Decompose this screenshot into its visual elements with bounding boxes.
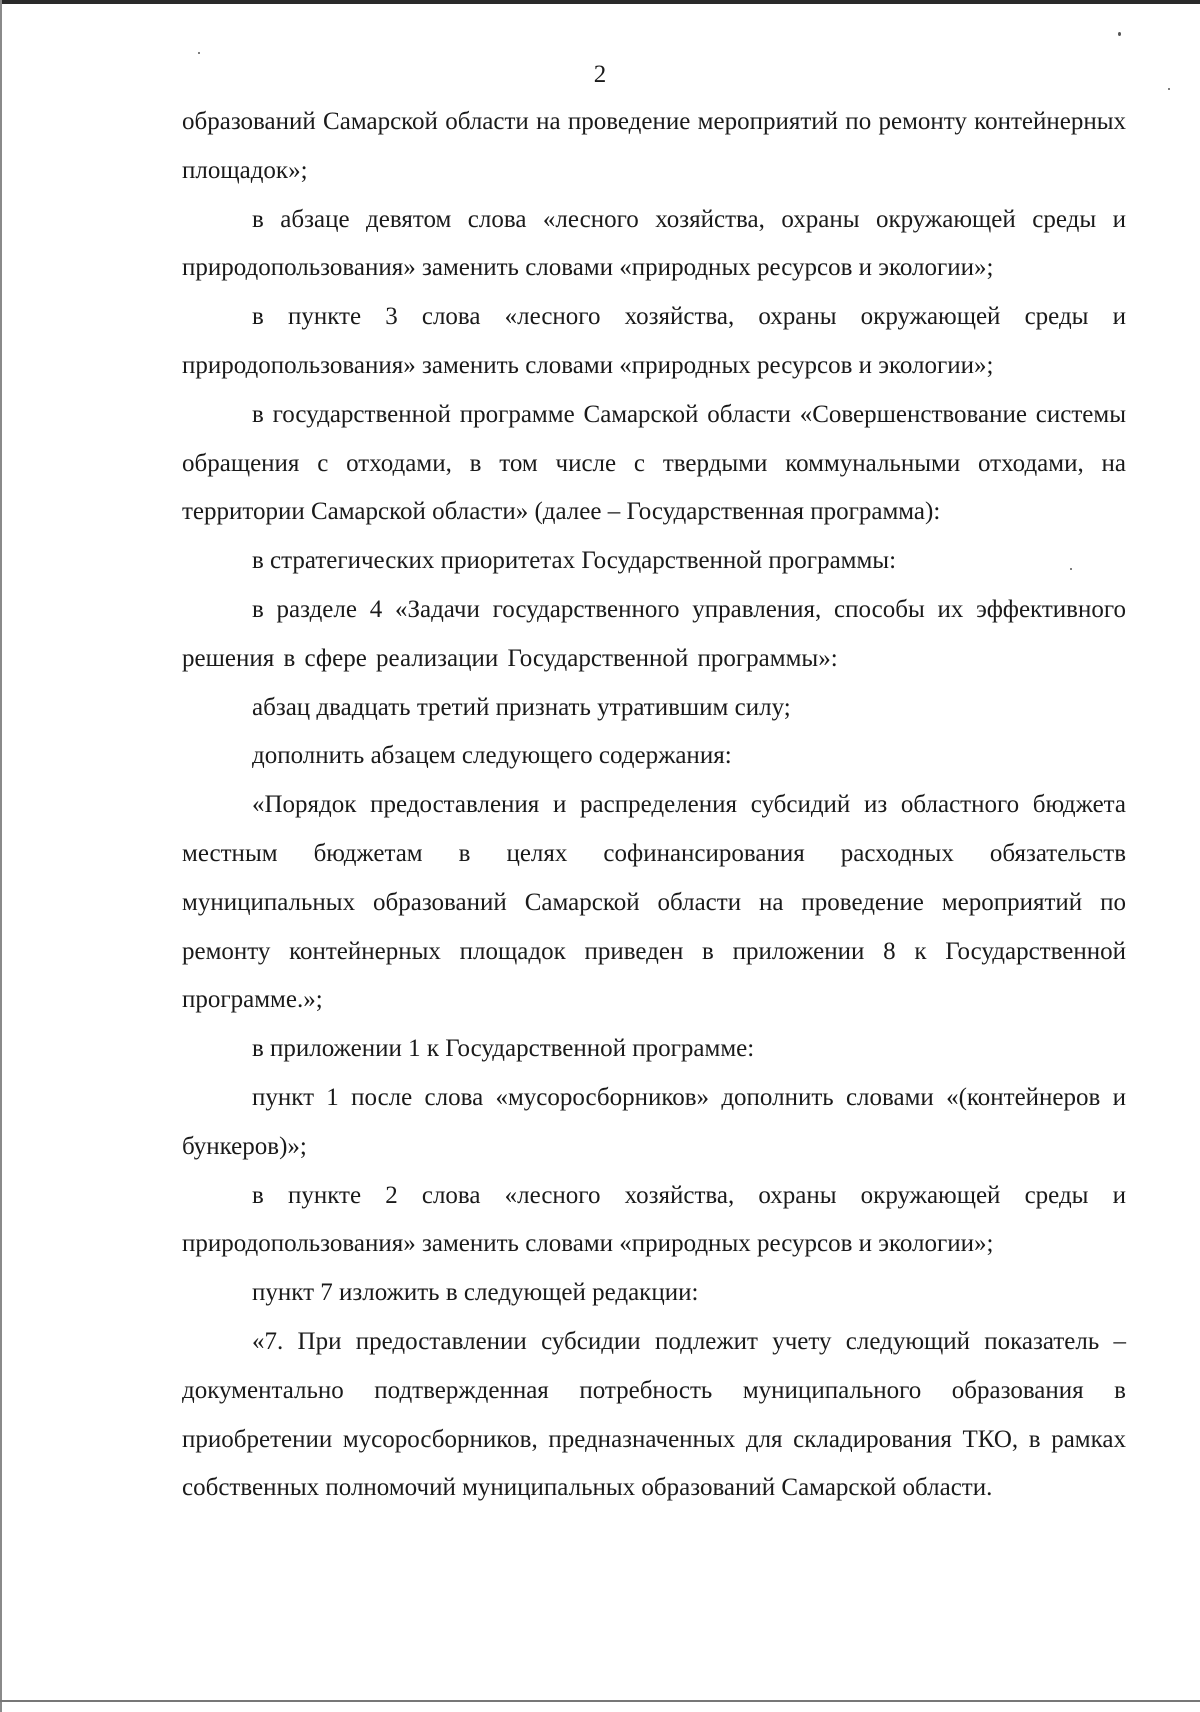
- paragraph: абзац двадцать третий признать утратившим силу;: [252, 693, 791, 721]
- scan-speck: [198, 52, 200, 54]
- paragraph: в абзаце девятом слова «лесного хозяйства, охраны окружающей среды и природопользования» заменить словами «природных ресурсов и экологии»;: [182, 205, 1126, 282]
- paragraph: «7. При предоставлении субсидии подлежит учету следующий показатель – документально подтвержденная потребность муниципального образования в приобретении мусоросборников, предназначенных для складирования ТКО, в рамках собственных полномочий муниципальных образований Самарской области.: [182, 1327, 1126, 1502]
- scan-left-edge: [0, 0, 2, 1712]
- paragraph: «Порядок предоставления и распределения субсидий из областного бюджета местным бюджетам в целях софинансирования расходных обязательств муниципальных образований Самарской области на проведение мероприятий по ремонту контейнерных площадок приведен в приложении 8 к Государственной программе.»;: [182, 791, 1126, 1014]
- paragraph: дополнить абзацем следующего содержания:: [252, 742, 732, 770]
- paragraph: в государственной программе Самарской области «Совершенствование системы обращения с отходами, в том числе с твердыми коммунальными отходами, на территории Самарской области» (далее – Государственная программа):: [182, 400, 1126, 526]
- paragraph: пункт 7 изложить в следующей редакции:: [252, 1279, 699, 1307]
- paragraph: образований Самарской области на проведение мероприятий по ремонту контейнерных площадок»;: [182, 108, 1126, 184]
- scan-speck: [1118, 32, 1121, 36]
- scan-bottom-edge: [0, 1700, 1200, 1702]
- paragraph: в приложении 1 к Государственной программе:: [252, 1035, 755, 1063]
- paragraph: пункт 1 после слова «мусоросборников» дополнить словами «(контейнеров и бункеров)»;: [182, 1083, 1126, 1160]
- paragraph: в разделе 4 «Задачи государственного управления, способы их эффективного решения в сфере реализации Государственной программы»:: [182, 595, 1126, 672]
- paragraph: в пункте 2 слова «лесного хозяйства, охраны окружающей среды и природопользования» заменить словами «природных ресурсов и экологии»;: [182, 1181, 1126, 1258]
- page-number: 2: [593, 61, 607, 88]
- paragraph: в стратегических приоритетах Государственной программы:: [252, 547, 897, 575]
- paragraph: в пункте 3 слова «лесного хозяйства, охраны окружающей среды и природопользования» заменить словами «природных ресурсов и экологии»;: [182, 303, 1126, 379]
- document-body: [182, 98, 1126, 1513]
- scan-top-edge: [0, 0, 1200, 4]
